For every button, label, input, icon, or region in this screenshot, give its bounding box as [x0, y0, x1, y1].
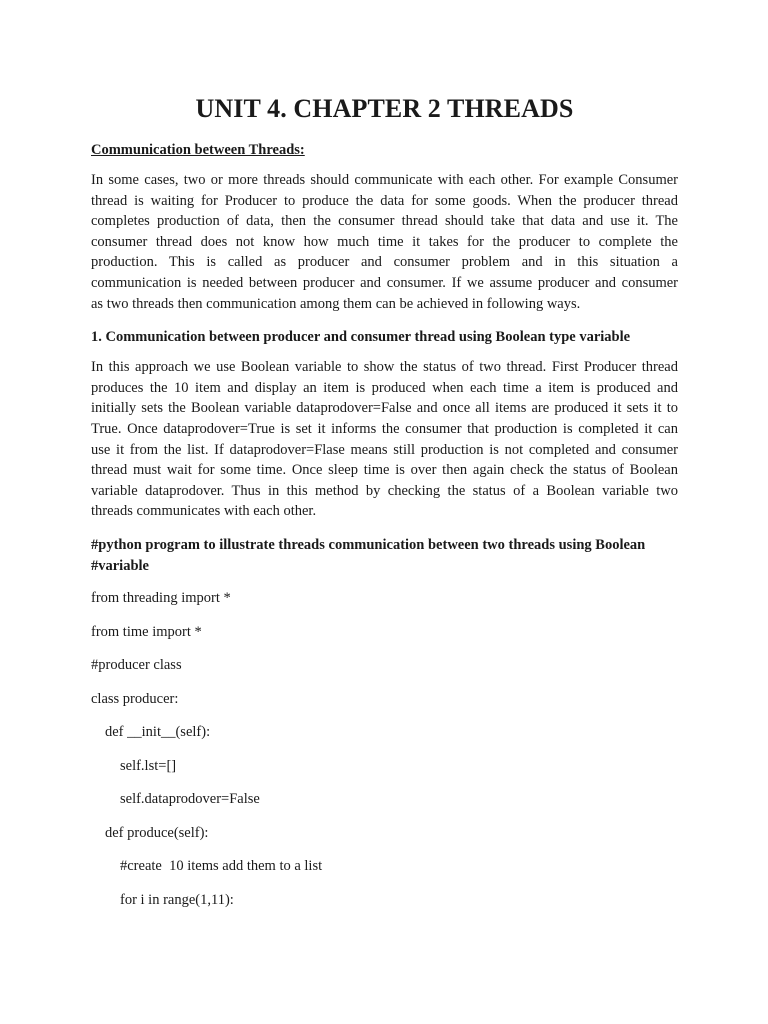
paragraph-line: variable dataprodover. Thus in this method by checking the status of a Boolean variable two: [91, 482, 678, 499]
paragraph-line: use it from the list. If dataprodover=Flase means still production is not completed and consumer: [91, 441, 678, 458]
paragraph-line: consumer thread does not know how much time it takes for the producer to complete the: [91, 233, 678, 250]
code-line: for i in range(1,11):: [120, 891, 234, 908]
paragraph-line: completes production of data, then the consumer thread should take that data and use it. The: [91, 213, 678, 230]
page-title: UNIT 4. CHAPTER 2 THREADS: [195, 94, 574, 123]
paragraph-line: True. Once dataprodover=True is set it informs the consumer that production is completed it can: [91, 420, 678, 437]
paragraph-line: as two threads then communication among them can be achieved in following ways.: [91, 295, 581, 312]
paragraph-line: In some cases, two or more threads should communicate with each other. For example Consumer: [91, 172, 678, 188]
paragraph-line: produces the 10 item and display an item is produced when each time a item is produced and: [91, 379, 678, 396]
approach-paragraph: [91, 357, 678, 522]
code-line: def __init__(self):: [105, 724, 211, 741]
paragraph-line: communication is needed between producer and consumer. If we assume producer and consumer: [91, 274, 678, 291]
paragraph-line: initially sets the Boolean variable dataprodover=False and once all items are produced it sets it to: [91, 400, 678, 417]
paragraph-line: production. This is called as producer and consumer problem and in this situation a: [91, 254, 678, 271]
paragraph-line: In this approach we use Boolean variable to show the status of two thread. First Producer thread: [91, 359, 678, 376]
code-line: self.lst=[]: [120, 757, 177, 774]
code-block: [91, 588, 678, 911]
code-line: class producer:: [91, 690, 179, 707]
paragraph-line: threads communicates with each other.: [91, 503, 317, 520]
program-comment-line: #python program to illustrate threads communication between two threads using Boolean: [91, 536, 646, 553]
program-comment: [91, 535, 678, 576]
code-line: from time import *: [91, 623, 202, 640]
section-heading: Communication between Threads:: [91, 142, 305, 158]
code-line: def produce(self):: [105, 824, 209, 841]
code-line: from threading import *: [91, 590, 231, 607]
code-line: #create 10 items add them to a list: [120, 858, 323, 875]
paragraph-line: thread must wait for some time. Once sleep time is over then again check the status of Boolean: [91, 462, 678, 479]
intro-paragraph: [91, 170, 678, 314]
subheading-boolean-method: 1. Communication between producer and consumer thread using Boolean type variable: [91, 329, 631, 346]
code-line: #producer class: [91, 657, 182, 674]
code-line: self.dataprodover=False: [120, 791, 260, 808]
program-comment-line: #variable: [91, 557, 149, 574]
paragraph-line: thread is waiting for Producer to produce the data for some goods. When the producer thread: [91, 192, 678, 209]
document-content: [91, 93, 678, 911]
